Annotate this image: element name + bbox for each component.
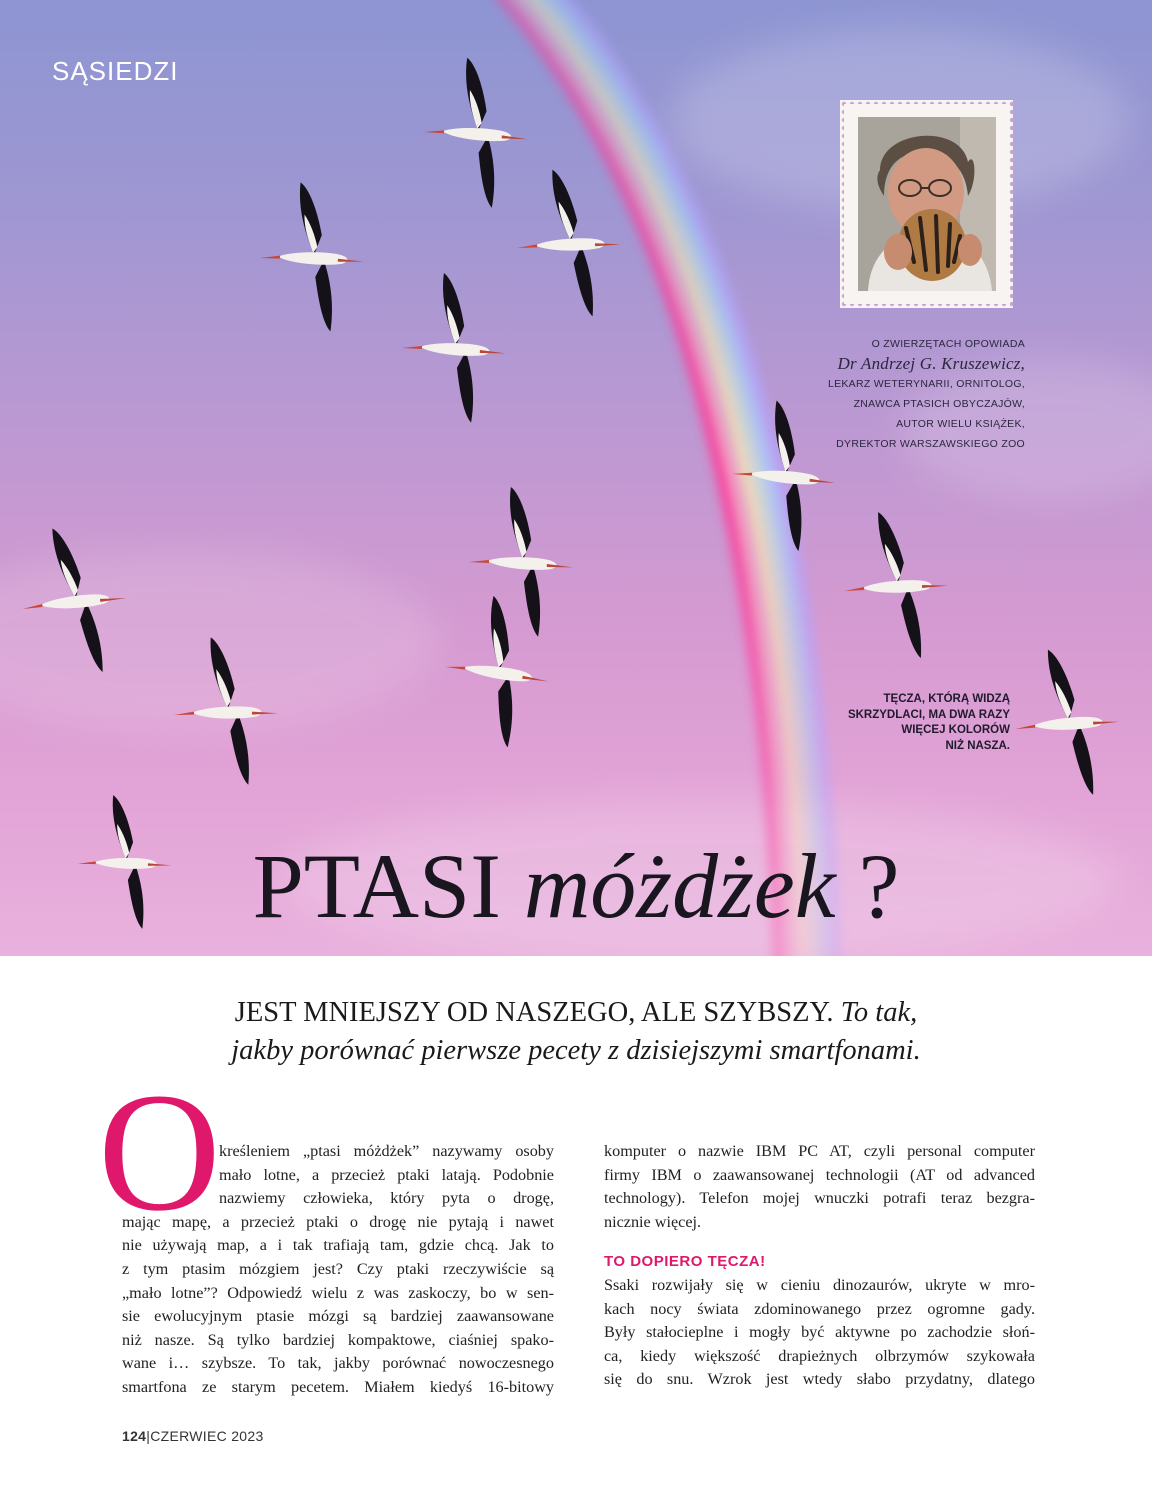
lede-upright: JEST MNIEJSZY OD NASZEGO, ALE SZYBSZY. [234, 997, 834, 1028]
lede-italic-end: jakby porównać pierwsze pecety z dzisiejszymi smartfonami. [231, 1035, 921, 1066]
text-line: niż nasze. Są tylko bardziej kompaktowe, ciaśniej spako- [122, 1330, 554, 1349]
text-line: „mało lotne”? Odpowiedź wielu z was zaskoczy, bo w sen- [122, 1283, 554, 1302]
text-line: Ssaki rozwijały się w cieniu dinozaurów, ukryte w mro- [604, 1275, 1035, 1294]
paragraph [604, 1274, 1035, 1392]
text-line: smartfona ze starym pecetem. Miałem kiedyś 16-bitowy [122, 1377, 554, 1396]
drop-cap: O [98, 1058, 221, 1246]
section-label: SĄSIEDZI [52, 56, 179, 86]
text-line: mało lotne, a przecież ptaki latają. Podobnie [219, 1165, 554, 1184]
author-photo-stamp [840, 100, 1013, 308]
text-line: nie używają map, a i tak trafiają tam, gdzie chcą. Jak to [122, 1236, 554, 1255]
text-line: ca, kiedy większość drapieżnych olbrzymów szykowała [604, 1346, 1035, 1365]
author-name: Dr Andrzej G. Kruszewicz, [837, 354, 1025, 373]
author-intro: O ZWIERZĘTACH OPOWIADA [871, 338, 1025, 350]
article-headline [0, 836, 1152, 936]
caption-line: TĘCZA, KTÓRĄ WIDZĄ [883, 693, 1010, 705]
section-subhead: TO DOPIERO TĘCZA! [604, 1253, 766, 1271]
caption-line: NIŻ NASZA. [945, 739, 1010, 752]
text-line: się do snu. Wzrok jest wtedy słabo przydatny, dlatego [604, 1370, 1035, 1389]
headline-italic: móżdżek [523, 835, 836, 937]
text-line: technology). Telefon mojej wnuczki potrafi teraz bezgra- [604, 1189, 1035, 1208]
author-role: LEKARZ WETERYNARII, ORNITOLOG, [827, 378, 1025, 390]
author-role: AUTOR WIELU KSIĄŻEK, [896, 418, 1025, 430]
caption-line: WIĘCEJ KOLORÓW [901, 724, 1010, 736]
author-photo [840, 100, 1013, 308]
caption-line: SKRZYDLACI, MA DWA RAZY [847, 708, 1010, 721]
text-line: kreśleniem „ptasi móżdżek” nazywamy osoby [219, 1142, 554, 1160]
text-line: sie ewolucyjnym ptasie mózgi są bardziej zaawansowane [122, 1307, 554, 1326]
article-column-right [604, 1140, 1035, 1392]
article-column-left [122, 1140, 554, 1400]
headline-question-mark: ? [858, 835, 900, 937]
author-role: ZNAWCA PTASICH OBYCZAJÓW, [853, 398, 1025, 410]
text-line: z tym ptasim mózgiem jest? Czy ptaki rzeczywiście są [122, 1259, 554, 1278]
text-line: Były stałocieplne i mogły być aktywne po zachodzie słoń- [604, 1323, 1035, 1342]
footer-separator: | [146, 1428, 151, 1444]
headline-upright: PTASI [252, 835, 501, 937]
issue-date: CZERWIEC 2023 [150, 1428, 264, 1444]
page-number: 124 [122, 1428, 147, 1444]
author-role: DYREKTOR WARSZAWSKIEGO ZOO [836, 438, 1025, 450]
text-line: komputer o nazwie IBM PC AT, czyli personal computer [604, 1142, 1035, 1160]
photo-caption [822, 692, 1010, 754]
lede-italic-start: To tak, [840, 997, 918, 1028]
text-line: mając mapę, a przecież ptaki o drogę nie pytają i nawet [122, 1212, 554, 1231]
page-footer [122, 1428, 264, 1444]
text-line: wane i… szybsze. To tak, jakby porównać nowoczesnego [122, 1354, 554, 1373]
text-line: nazwiemy człowieka, który pyta o drogę, [219, 1189, 554, 1208]
paragraph-indented [122, 1140, 554, 1211]
author-credit [780, 334, 1025, 454]
text-line: firmy IBM o zaawansowanej technologii (AT od advanced [604, 1165, 1035, 1184]
paragraph [122, 1211, 554, 1400]
text-line: kach nocy świata zdominowanego przez ogromne gady. [604, 1299, 1035, 1318]
text-line: nicznie więcej. [604, 1212, 702, 1231]
paragraph [604, 1140, 1035, 1234]
